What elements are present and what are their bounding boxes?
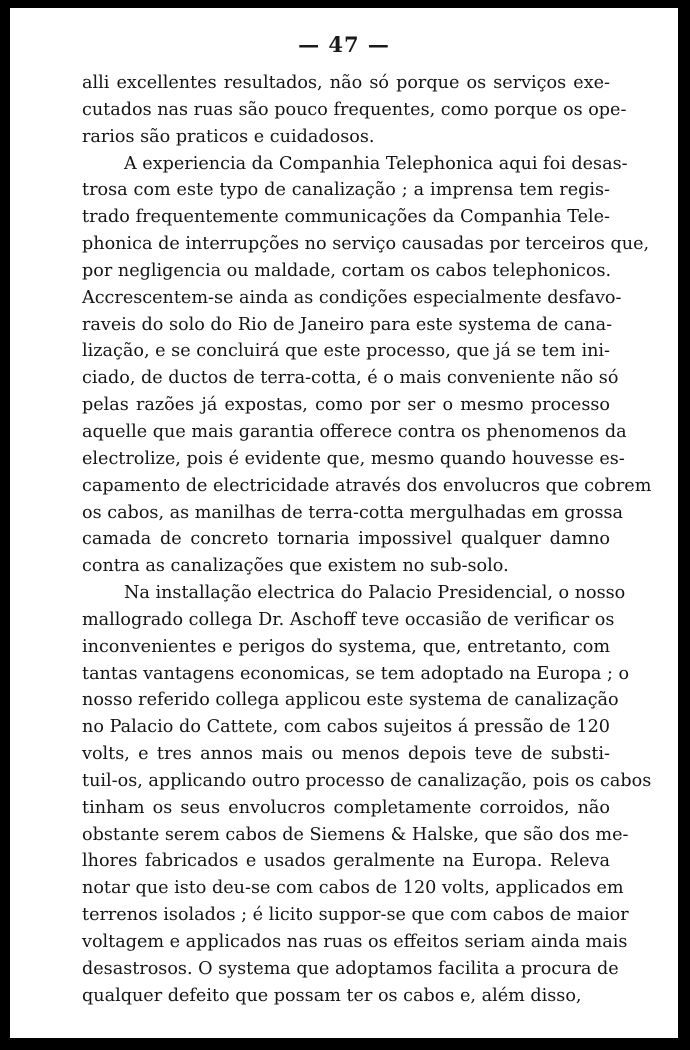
text-line: voltagem e applicados nas ruas os effeitos seriam ainda mais <box>82 932 628 952</box>
page-number: — 47 — <box>298 32 390 57</box>
text-line: tinham os seus envolucros completamente corroidos, não <box>82 797 610 818</box>
text-line: notar que isto deu-se com cabos de 120 volts, applicados em <box>82 878 624 899</box>
text-line: cutados nas ruas são pouco frequentes, como porque os ope- <box>82 99 627 120</box>
text-line: raveis do solo do Rio de Janeiro para este systema de cana- <box>82 314 613 335</box>
text-line: os cabos, as manilhas de terra-cotta mergulhadas em grossa <box>82 502 624 523</box>
text-line: volts, e tres annos mais ou menos depois teve de substi- <box>82 744 610 765</box>
text-line: nosso referido collega applicou este systema de canalização <box>82 690 619 711</box>
body-text <box>82 70 652 1010</box>
text-line: inconvenientes e perigos do systema, que, entretanto, com <box>82 636 610 657</box>
text-line: trosa com este typo de canalização ; a imprensa tem regis- <box>82 180 610 201</box>
text-line: electrolize, pois é evidente que, mesmo quando houvesse es- <box>82 448 625 469</box>
text-line: qualquer defeito que possam ter os cabos e, além disso, <box>82 985 582 1006</box>
text-line: no Palacio do Cattete, com cabos sujeitos á pressão de 120 <box>82 717 610 738</box>
document-page <box>10 8 678 1038</box>
text-line: aquelle que mais garantia offerece contra os phenomenos da <box>82 421 627 442</box>
text-line: tantas vantagens economicas, se tem adoptado na Europa ; o <box>82 663 630 684</box>
text-line: tuil-os, applicando outro processo de canalização, pois os cabos <box>82 770 652 791</box>
text-line: mallogrado collega Dr. Aschoff teve occasião de verificar os <box>82 609 615 630</box>
text-line: lização, e se concluirá que este processo, que já se tem ini- <box>82 341 610 362</box>
paragraph <box>82 70 627 151</box>
text-line: rarios são praticos e cuidadosos. <box>82 126 375 147</box>
text-line: Na installação electrica do Palacio Presidencial, o nosso <box>124 583 626 604</box>
text-line: contra as canalizações que existem no sub-solo. <box>82 556 509 577</box>
text-line: por negligencia ou maldade, cortam os cabos telephonicos. <box>82 260 612 281</box>
text-line: A experiencia da Companhia Telephonica aqui foi desas- <box>124 153 628 174</box>
paragraph <box>82 151 652 581</box>
text-line: pelas razões já expostas, como por ser o mesmo processo <box>82 395 610 416</box>
text-line: capamento de electricidade através dos envolucros que cobrem <box>82 475 652 496</box>
text-line: desastrosos. O systema que adoptamos facilita a procura de <box>82 958 619 979</box>
text-line: ciado, de ductos de terra-cotta, é o mais conveniente não só <box>82 368 619 389</box>
text-line: trado frequentemente communicações da Companhia Tele- <box>82 207 610 228</box>
paragraph <box>82 580 652 1010</box>
text-line: phonica de interrupções no serviço causadas por terceiros que, <box>82 234 650 255</box>
text-line: obstante serem cabos de Siemens & Halske, que são dos me- <box>82 824 629 845</box>
text-line: camada de concreto tornaria impossivel qualquer damno <box>82 529 610 550</box>
text-line: alli excellentes resultados, não só porque os serviços exe- <box>82 73 610 93</box>
text-line: lhores fabricados e usados geralmente na Europa. Releva <box>82 851 610 872</box>
text-line: terrenos isolados ; é licito suppor-se que com cabos de maior <box>82 905 629 926</box>
text-line: Accrescentem-se ainda as condições especialmente desfavo- <box>82 287 622 308</box>
